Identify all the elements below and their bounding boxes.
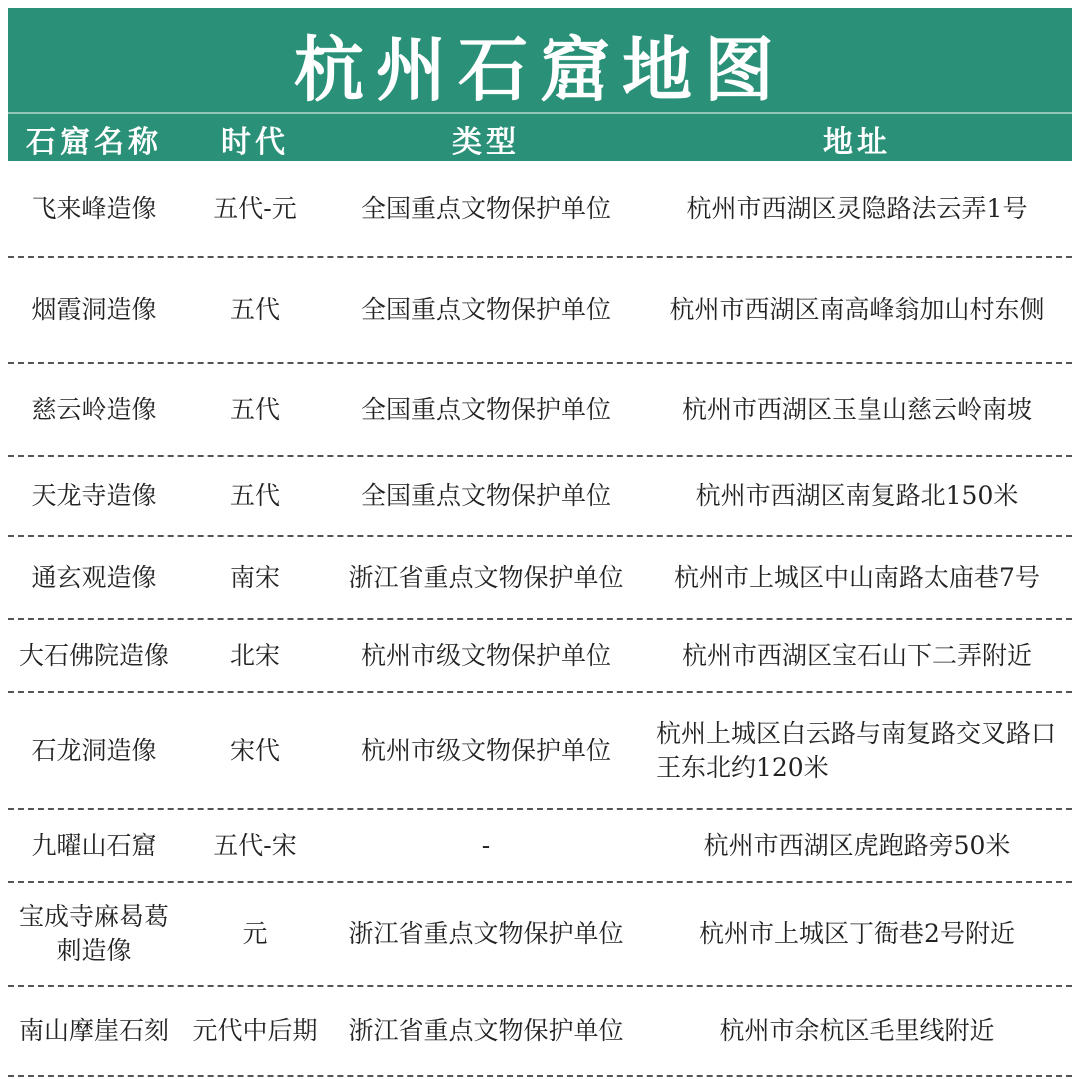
cell-name: 烟霞洞造像 — [31, 295, 157, 324]
cell-address: 杭州市余杭区毛里线附近 — [719, 1016, 995, 1045]
cell-address: 杭州市西湖区灵隐路法云弄1号 — [686, 193, 1028, 223]
cell-name: 九曜山石窟 — [31, 830, 157, 860]
grotto-table — [8, 161, 1072, 1077]
cell-name: 大石佛院造像 — [18, 640, 169, 670]
cell-address: 杭州市上城区中山南路太庙巷7号 — [674, 562, 1040, 592]
cell-era: 五代 — [229, 394, 280, 424]
cell-name: 飞来峰造像 — [31, 193, 157, 223]
table-row — [8, 883, 1072, 987]
cell-era: 北宋 — [229, 640, 280, 670]
cell-address: 杭州上城区白云路与南复路交叉路口王东北约120米 — [656, 718, 1057, 782]
cell-name: 通玄观造像 — [31, 562, 157, 592]
cell-name: 宝成寺麻曷葛刺造像 — [18, 902, 169, 965]
column-header-era: 时代 — [221, 125, 289, 160]
cell-address: 杭州市上城区丁衙巷2号附近 — [699, 919, 1015, 948]
cell-type: - — [481, 830, 491, 860]
cell-type: 全国重点文物保护单位 — [360, 394, 611, 424]
table-row — [8, 987, 1072, 1077]
column-header-type: 类型 — [452, 125, 520, 160]
cell-type: 全国重点文物保护单位 — [360, 481, 611, 510]
table-row — [8, 364, 1072, 457]
cell-type: 全国重点文物保护单位 — [360, 193, 611, 223]
table-row — [8, 537, 1072, 620]
table-header — [8, 8, 1072, 161]
table-row — [8, 693, 1072, 810]
cell-era: 五代-宋 — [213, 830, 297, 860]
cell-name: 慈云岭造像 — [31, 394, 157, 424]
cell-era: 宋代 — [229, 735, 280, 765]
cell-type: 浙江省重点文物保护单位 — [348, 919, 624, 948]
table-row — [8, 810, 1072, 883]
column-header-address: 地址 — [823, 125, 891, 160]
table-row — [8, 258, 1072, 364]
cell-type: 全国重点文物保护单位 — [360, 295, 611, 324]
column-header-name: 石窟名称 — [26, 125, 162, 160]
cell-era: 南宋 — [229, 562, 280, 592]
cell-address: 杭州市西湖区虎跑路旁50米 — [703, 830, 1011, 860]
cell-address: 杭州市西湖区南复路北150米 — [695, 481, 1019, 510]
page-title: 杭州石窟地图 — [294, 29, 786, 111]
cell-era: 元 — [242, 919, 268, 948]
table-row — [8, 161, 1072, 258]
cell-era: 五代 — [229, 481, 280, 510]
cell-type: 浙江省重点文物保护单位 — [348, 562, 624, 592]
cell-era: 元代中后期 — [192, 1016, 318, 1045]
table-row — [8, 457, 1072, 537]
cell-era: 五代 — [229, 295, 280, 324]
cell-name: 南山摩崖石刻 — [18, 1016, 169, 1045]
cell-address: 杭州市西湖区宝石山下二弄附近 — [681, 640, 1032, 670]
cell-type: 杭州市级文物保护单位 — [360, 735, 611, 765]
cell-name: 天龙寺造像 — [31, 481, 157, 510]
cell-address: 杭州市西湖区玉皇山慈云岭南坡 — [681, 394, 1032, 424]
cell-type: 杭州市级文物保护单位 — [360, 640, 611, 670]
cell-era: 五代-元 — [213, 193, 297, 223]
cell-type: 浙江省重点文物保护单位 — [348, 1016, 624, 1045]
header-divider — [8, 112, 1072, 114]
cell-name: 石龙洞造像 — [31, 735, 157, 765]
table-row — [8, 620, 1072, 693]
cell-address: 杭州市西湖区南高峰翁加山村东侧 — [669, 295, 1045, 324]
